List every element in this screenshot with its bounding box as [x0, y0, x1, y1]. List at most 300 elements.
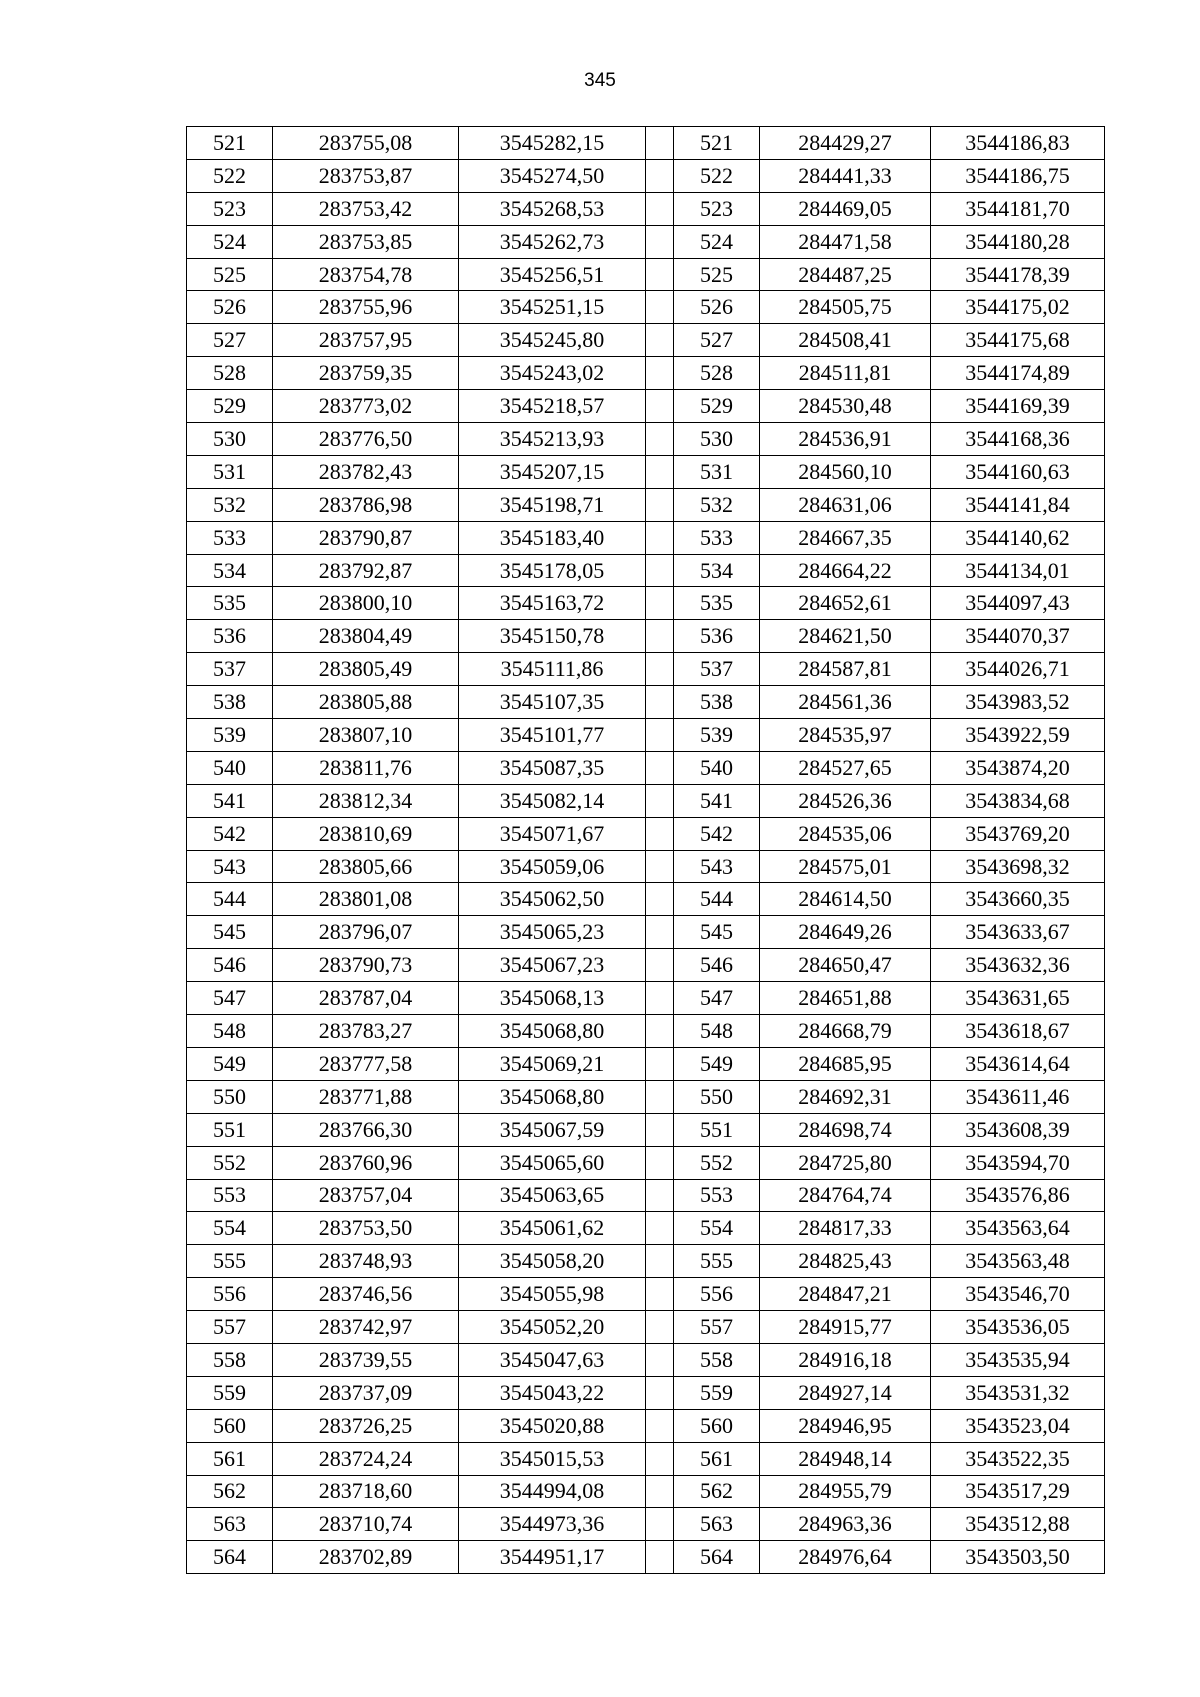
- left-y-coordinate: 3545087,35: [459, 751, 646, 784]
- table-row: [187, 784, 1105, 817]
- separator-cell: [646, 1179, 674, 1212]
- right-x-coordinate: 284508,41: [760, 324, 931, 357]
- left-point-number: 553: [187, 1179, 273, 1212]
- left-y-coordinate: 3545101,77: [459, 719, 646, 752]
- right-x-coordinate: 284575,01: [760, 850, 931, 883]
- separator-cell: [646, 357, 674, 390]
- left-x-coordinate: 283737,09: [273, 1376, 459, 1409]
- right-x-coordinate: 284668,79: [760, 1015, 931, 1048]
- left-y-coordinate: 3545058,20: [459, 1245, 646, 1278]
- left-point-number: 528: [187, 357, 273, 390]
- right-x-coordinate: 284621,50: [760, 620, 931, 653]
- separator-cell: [646, 1376, 674, 1409]
- separator-cell: [646, 1475, 674, 1508]
- left-y-coordinate: 3545062,50: [459, 883, 646, 916]
- right-y-coordinate: 3544097,43: [931, 587, 1105, 620]
- right-y-coordinate: 3544026,71: [931, 653, 1105, 686]
- left-point-number: 536: [187, 620, 273, 653]
- right-x-coordinate: 284651,88: [760, 982, 931, 1015]
- right-point-number: 548: [674, 1015, 760, 1048]
- left-point-number: 545: [187, 916, 273, 949]
- left-x-coordinate: 283753,87: [273, 159, 459, 192]
- separator-cell: [646, 1442, 674, 1475]
- left-y-coordinate: 3545068,80: [459, 1080, 646, 1113]
- right-x-coordinate: 284527,65: [760, 751, 931, 784]
- left-x-coordinate: 283792,87: [273, 554, 459, 587]
- left-y-coordinate: 3545069,21: [459, 1047, 646, 1080]
- left-point-number: 529: [187, 390, 273, 423]
- right-x-coordinate: 284530,48: [760, 390, 931, 423]
- right-point-number: 531: [674, 455, 760, 488]
- separator-cell: [646, 1212, 674, 1245]
- right-x-coordinate: 284535,97: [760, 719, 931, 752]
- right-y-coordinate: 3543632,36: [931, 949, 1105, 982]
- left-point-number: 535: [187, 587, 273, 620]
- left-x-coordinate: 283810,69: [273, 817, 459, 850]
- left-x-coordinate: 283757,95: [273, 324, 459, 357]
- left-point-number: 532: [187, 488, 273, 521]
- table-row: [187, 1409, 1105, 1442]
- left-x-coordinate: 283718,60: [273, 1475, 459, 1508]
- right-x-coordinate: 284698,74: [760, 1113, 931, 1146]
- right-point-number: 523: [674, 192, 760, 225]
- left-x-coordinate: 283796,07: [273, 916, 459, 949]
- separator-cell: [646, 1146, 674, 1179]
- right-point-number: 521: [674, 127, 760, 160]
- right-point-number: 528: [674, 357, 760, 390]
- right-point-number: 544: [674, 883, 760, 916]
- left-x-coordinate: 283782,43: [273, 455, 459, 488]
- left-x-coordinate: 283755,08: [273, 127, 459, 160]
- right-y-coordinate: 3543576,86: [931, 1179, 1105, 1212]
- table-row: [187, 653, 1105, 686]
- table-row: [187, 1508, 1105, 1541]
- left-point-number: 543: [187, 850, 273, 883]
- right-point-number: 562: [674, 1475, 760, 1508]
- right-point-number: 554: [674, 1212, 760, 1245]
- right-point-number: 564: [674, 1541, 760, 1574]
- right-x-coordinate: 284469,05: [760, 192, 931, 225]
- left-point-number: 551: [187, 1113, 273, 1146]
- right-y-coordinate: 3543611,46: [931, 1080, 1105, 1113]
- left-point-number: 563: [187, 1508, 273, 1541]
- right-point-number: 550: [674, 1080, 760, 1113]
- right-y-coordinate: 3544175,02: [931, 291, 1105, 324]
- left-point-number: 547: [187, 982, 273, 1015]
- left-y-coordinate: 3545020,88: [459, 1409, 646, 1442]
- table-row: [187, 455, 1105, 488]
- page-number: 345: [584, 70, 616, 91]
- right-x-coordinate: 284916,18: [760, 1343, 931, 1376]
- table-row: [187, 620, 1105, 653]
- right-x-coordinate: 284649,26: [760, 916, 931, 949]
- left-y-coordinate: 3545213,93: [459, 423, 646, 456]
- coordinates-table-body: [187, 127, 1105, 1574]
- right-x-coordinate: 284946,95: [760, 1409, 931, 1442]
- table-row: [187, 982, 1105, 1015]
- left-y-coordinate: 3545243,02: [459, 357, 646, 390]
- separator-cell: [646, 1015, 674, 1048]
- separator-cell: [646, 817, 674, 850]
- right-point-number: 526: [674, 291, 760, 324]
- right-x-coordinate: 284536,91: [760, 423, 931, 456]
- right-x-coordinate: 284441,33: [760, 159, 931, 192]
- left-x-coordinate: 283746,56: [273, 1278, 459, 1311]
- right-x-coordinate: 284667,35: [760, 521, 931, 554]
- left-y-coordinate: 3545198,71: [459, 488, 646, 521]
- right-point-number: 541: [674, 784, 760, 817]
- left-x-coordinate: 283739,55: [273, 1343, 459, 1376]
- table-row: [187, 949, 1105, 982]
- table-row: [187, 1015, 1105, 1048]
- right-y-coordinate: 3543531,32: [931, 1376, 1105, 1409]
- right-x-coordinate: 284535,06: [760, 817, 931, 850]
- table-row: [187, 1541, 1105, 1574]
- left-x-coordinate: 283754,78: [273, 258, 459, 291]
- separator-cell: [646, 423, 674, 456]
- separator-cell: [646, 1409, 674, 1442]
- separator-cell: [646, 653, 674, 686]
- right-point-number: 530: [674, 423, 760, 456]
- right-point-number: 524: [674, 225, 760, 258]
- right-y-coordinate: 3543633,67: [931, 916, 1105, 949]
- right-point-number: 527: [674, 324, 760, 357]
- separator-cell: [646, 686, 674, 719]
- left-y-coordinate: 3545268,53: [459, 192, 646, 225]
- table-row: [187, 291, 1105, 324]
- left-x-coordinate: 283755,96: [273, 291, 459, 324]
- right-point-number: 525: [674, 258, 760, 291]
- right-point-number: 535: [674, 587, 760, 620]
- right-x-coordinate: 284561,36: [760, 686, 931, 719]
- left-x-coordinate: 283766,30: [273, 1113, 459, 1146]
- table-row: [187, 1080, 1105, 1113]
- right-y-coordinate: 3544175,68: [931, 324, 1105, 357]
- left-y-coordinate: 3545262,73: [459, 225, 646, 258]
- left-point-number: 542: [187, 817, 273, 850]
- table-row: [187, 751, 1105, 784]
- separator-cell: [646, 225, 674, 258]
- left-point-number: 546: [187, 949, 273, 982]
- table-row: [187, 225, 1105, 258]
- left-point-number: 544: [187, 883, 273, 916]
- left-point-number: 562: [187, 1475, 273, 1508]
- left-point-number: 554: [187, 1212, 273, 1245]
- right-point-number: 540: [674, 751, 760, 784]
- separator-cell: [646, 455, 674, 488]
- left-point-number: 556: [187, 1278, 273, 1311]
- table-row: [187, 1475, 1105, 1508]
- separator-cell: [646, 127, 674, 160]
- left-point-number: 557: [187, 1311, 273, 1344]
- left-y-coordinate: 3545218,57: [459, 390, 646, 423]
- left-point-number: 552: [187, 1146, 273, 1179]
- table-row: [187, 554, 1105, 587]
- left-x-coordinate: 283760,96: [273, 1146, 459, 1179]
- right-y-coordinate: 3544070,37: [931, 620, 1105, 653]
- table-row: [187, 127, 1105, 160]
- right-y-coordinate: 3544140,62: [931, 521, 1105, 554]
- right-x-coordinate: 284825,43: [760, 1245, 931, 1278]
- right-point-number: 561: [674, 1442, 760, 1475]
- left-point-number: 524: [187, 225, 273, 258]
- right-point-number: 557: [674, 1311, 760, 1344]
- right-y-coordinate: 3544180,28: [931, 225, 1105, 258]
- separator-cell: [646, 521, 674, 554]
- right-y-coordinate: 3544178,39: [931, 258, 1105, 291]
- separator-cell: [646, 192, 674, 225]
- right-point-number: 545: [674, 916, 760, 949]
- right-point-number: 560: [674, 1409, 760, 1442]
- table-row: [187, 587, 1105, 620]
- right-x-coordinate: 284764,74: [760, 1179, 931, 1212]
- left-y-coordinate: 3545207,15: [459, 455, 646, 488]
- left-x-coordinate: 283812,34: [273, 784, 459, 817]
- left-point-number: 534: [187, 554, 273, 587]
- left-x-coordinate: 283726,25: [273, 1409, 459, 1442]
- separator-cell: [646, 949, 674, 982]
- left-point-number: 559: [187, 1376, 273, 1409]
- separator-cell: [646, 324, 674, 357]
- left-y-coordinate: 3545282,15: [459, 127, 646, 160]
- left-y-coordinate: 3544973,36: [459, 1508, 646, 1541]
- right-point-number: 555: [674, 1245, 760, 1278]
- left-x-coordinate: 283753,42: [273, 192, 459, 225]
- separator-cell: [646, 291, 674, 324]
- right-x-coordinate: 284725,80: [760, 1146, 931, 1179]
- right-y-coordinate: 3543503,50: [931, 1541, 1105, 1574]
- left-x-coordinate: 283748,93: [273, 1245, 459, 1278]
- separator-cell: [646, 258, 674, 291]
- right-x-coordinate: 284560,10: [760, 455, 931, 488]
- right-y-coordinate: 3543660,35: [931, 883, 1105, 916]
- left-x-coordinate: 283807,10: [273, 719, 459, 752]
- right-point-number: 563: [674, 1508, 760, 1541]
- left-x-coordinate: 283773,02: [273, 390, 459, 423]
- left-point-number: 550: [187, 1080, 273, 1113]
- table-row: [187, 1212, 1105, 1245]
- separator-cell: [646, 1278, 674, 1311]
- left-y-coordinate: 3545065,60: [459, 1146, 646, 1179]
- coordinates-table: [186, 126, 1105, 1574]
- right-y-coordinate: 3544134,01: [931, 554, 1105, 587]
- right-y-coordinate: 3543536,05: [931, 1311, 1105, 1344]
- separator-cell: [646, 1311, 674, 1344]
- right-x-coordinate: 284587,81: [760, 653, 931, 686]
- right-x-coordinate: 284963,36: [760, 1508, 931, 1541]
- table-row: [187, 521, 1105, 554]
- right-y-coordinate: 3543983,52: [931, 686, 1105, 719]
- table-row: [187, 324, 1105, 357]
- right-x-coordinate: 284652,61: [760, 587, 931, 620]
- separator-cell: [646, 1113, 674, 1146]
- table-row: [187, 1343, 1105, 1376]
- left-x-coordinate: 283757,04: [273, 1179, 459, 1212]
- left-point-number: 560: [187, 1409, 273, 1442]
- table-row: [187, 192, 1105, 225]
- left-x-coordinate: 283759,35: [273, 357, 459, 390]
- left-x-coordinate: 283771,88: [273, 1080, 459, 1113]
- right-point-number: 552: [674, 1146, 760, 1179]
- right-y-coordinate: 3543517,29: [931, 1475, 1105, 1508]
- table-row: [187, 686, 1105, 719]
- left-x-coordinate: 283804,49: [273, 620, 459, 653]
- separator-cell: [646, 488, 674, 521]
- left-y-coordinate: 3545065,23: [459, 916, 646, 949]
- left-x-coordinate: 283811,76: [273, 751, 459, 784]
- left-y-coordinate: 3545067,23: [459, 949, 646, 982]
- left-point-number: 531: [187, 455, 273, 488]
- table-row: [187, 159, 1105, 192]
- left-y-coordinate: 3545163,72: [459, 587, 646, 620]
- left-x-coordinate: 283805,49: [273, 653, 459, 686]
- right-x-coordinate: 284817,33: [760, 1212, 931, 1245]
- right-point-number: 533: [674, 521, 760, 554]
- left-point-number: 548: [187, 1015, 273, 1048]
- separator-cell: [646, 1508, 674, 1541]
- left-x-coordinate: 283801,08: [273, 883, 459, 916]
- right-x-coordinate: 284948,14: [760, 1442, 931, 1475]
- table-row: [187, 1146, 1105, 1179]
- left-point-number: 561: [187, 1442, 273, 1475]
- left-y-coordinate: 3545059,06: [459, 850, 646, 883]
- right-x-coordinate: 284650,47: [760, 949, 931, 982]
- left-x-coordinate: 283783,27: [273, 1015, 459, 1048]
- right-y-coordinate: 3544174,89: [931, 357, 1105, 390]
- right-point-number: 522: [674, 159, 760, 192]
- right-y-coordinate: 3543834,68: [931, 784, 1105, 817]
- table-row: [187, 850, 1105, 883]
- left-point-number: 525: [187, 258, 273, 291]
- right-y-coordinate: 3543546,70: [931, 1278, 1105, 1311]
- right-point-number: 539: [674, 719, 760, 752]
- right-point-number: 543: [674, 850, 760, 883]
- left-x-coordinate: 283805,88: [273, 686, 459, 719]
- left-y-coordinate: 3545178,05: [459, 554, 646, 587]
- right-point-number: 553: [674, 1179, 760, 1212]
- table-row: [187, 1442, 1105, 1475]
- left-point-number: 521: [187, 127, 273, 160]
- left-y-coordinate: 3545067,59: [459, 1113, 646, 1146]
- left-x-coordinate: 283724,24: [273, 1442, 459, 1475]
- left-y-coordinate: 3545068,13: [459, 982, 646, 1015]
- separator-cell: [646, 620, 674, 653]
- right-x-coordinate: 284505,75: [760, 291, 931, 324]
- right-point-number: 558: [674, 1343, 760, 1376]
- right-x-coordinate: 284471,58: [760, 225, 931, 258]
- left-y-coordinate: 3545183,40: [459, 521, 646, 554]
- left-point-number: 537: [187, 653, 273, 686]
- left-x-coordinate: 283753,50: [273, 1212, 459, 1245]
- left-y-coordinate: 3545111,86: [459, 653, 646, 686]
- right-y-coordinate: 3543523,04: [931, 1409, 1105, 1442]
- left-x-coordinate: 283710,74: [273, 1508, 459, 1541]
- right-y-coordinate: 3544169,39: [931, 390, 1105, 423]
- left-point-number: 564: [187, 1541, 273, 1574]
- separator-cell: [646, 1541, 674, 1574]
- table-row: [187, 1179, 1105, 1212]
- separator-cell: [646, 883, 674, 916]
- left-y-coordinate: 3545055,98: [459, 1278, 646, 1311]
- left-y-coordinate: 3545043,22: [459, 1376, 646, 1409]
- separator-cell: [646, 159, 674, 192]
- left-point-number: 522: [187, 159, 273, 192]
- left-x-coordinate: 283790,87: [273, 521, 459, 554]
- right-y-coordinate: 3543522,35: [931, 1442, 1105, 1475]
- right-y-coordinate: 3544186,83: [931, 127, 1105, 160]
- right-point-number: 547: [674, 982, 760, 1015]
- left-point-number: 549: [187, 1047, 273, 1080]
- left-y-coordinate: 3544951,17: [459, 1541, 646, 1574]
- left-x-coordinate: 283777,58: [273, 1047, 459, 1080]
- separator-cell: [646, 554, 674, 587]
- left-x-coordinate: 283800,10: [273, 587, 459, 620]
- right-y-coordinate: 3543631,65: [931, 982, 1105, 1015]
- right-y-coordinate: 3543922,59: [931, 719, 1105, 752]
- table-row: [187, 1311, 1105, 1344]
- right-y-coordinate: 3544181,70: [931, 192, 1105, 225]
- right-x-coordinate: 284915,77: [760, 1311, 931, 1344]
- right-point-number: 536: [674, 620, 760, 653]
- separator-cell: [646, 916, 674, 949]
- right-y-coordinate: 3543535,94: [931, 1343, 1105, 1376]
- left-y-coordinate: 3545256,51: [459, 258, 646, 291]
- table-row: [187, 719, 1105, 752]
- table-row: [187, 357, 1105, 390]
- right-y-coordinate: 3543614,64: [931, 1047, 1105, 1080]
- left-y-coordinate: 3545274,50: [459, 159, 646, 192]
- right-y-coordinate: 3543563,64: [931, 1212, 1105, 1245]
- right-y-coordinate: 3543594,70: [931, 1146, 1105, 1179]
- right-x-coordinate: 284429,27: [760, 127, 931, 160]
- separator-cell: [646, 850, 674, 883]
- right-point-number: 529: [674, 390, 760, 423]
- right-x-coordinate: 284685,95: [760, 1047, 931, 1080]
- left-point-number: 539: [187, 719, 273, 752]
- right-y-coordinate: 3543769,20: [931, 817, 1105, 850]
- right-x-coordinate: 284847,21: [760, 1278, 931, 1311]
- right-y-coordinate: 3543608,39: [931, 1113, 1105, 1146]
- right-y-coordinate: 3544186,75: [931, 159, 1105, 192]
- right-point-number: 538: [674, 686, 760, 719]
- table-row: [187, 1245, 1105, 1278]
- left-x-coordinate: 283786,98: [273, 488, 459, 521]
- right-x-coordinate: 284692,31: [760, 1080, 931, 1113]
- right-point-number: 559: [674, 1376, 760, 1409]
- right-point-number: 534: [674, 554, 760, 587]
- separator-cell: [646, 982, 674, 1015]
- left-point-number: 527: [187, 324, 273, 357]
- left-x-coordinate: 283805,66: [273, 850, 459, 883]
- right-point-number: 549: [674, 1047, 760, 1080]
- table-row: [187, 1376, 1105, 1409]
- right-y-coordinate: 3543563,48: [931, 1245, 1105, 1278]
- left-x-coordinate: 283702,89: [273, 1541, 459, 1574]
- left-point-number: 523: [187, 192, 273, 225]
- table-row: [187, 423, 1105, 456]
- right-x-coordinate: 284526,36: [760, 784, 931, 817]
- left-point-number: 558: [187, 1343, 273, 1376]
- left-y-coordinate: 3545052,20: [459, 1311, 646, 1344]
- left-y-coordinate: 3545047,63: [459, 1343, 646, 1376]
- right-point-number: 542: [674, 817, 760, 850]
- table-row: [187, 1113, 1105, 1146]
- table-row: [187, 916, 1105, 949]
- right-y-coordinate: 3544141,84: [931, 488, 1105, 521]
- right-x-coordinate: 284927,14: [760, 1376, 931, 1409]
- left-y-coordinate: 3545063,65: [459, 1179, 646, 1212]
- left-x-coordinate: 283787,04: [273, 982, 459, 1015]
